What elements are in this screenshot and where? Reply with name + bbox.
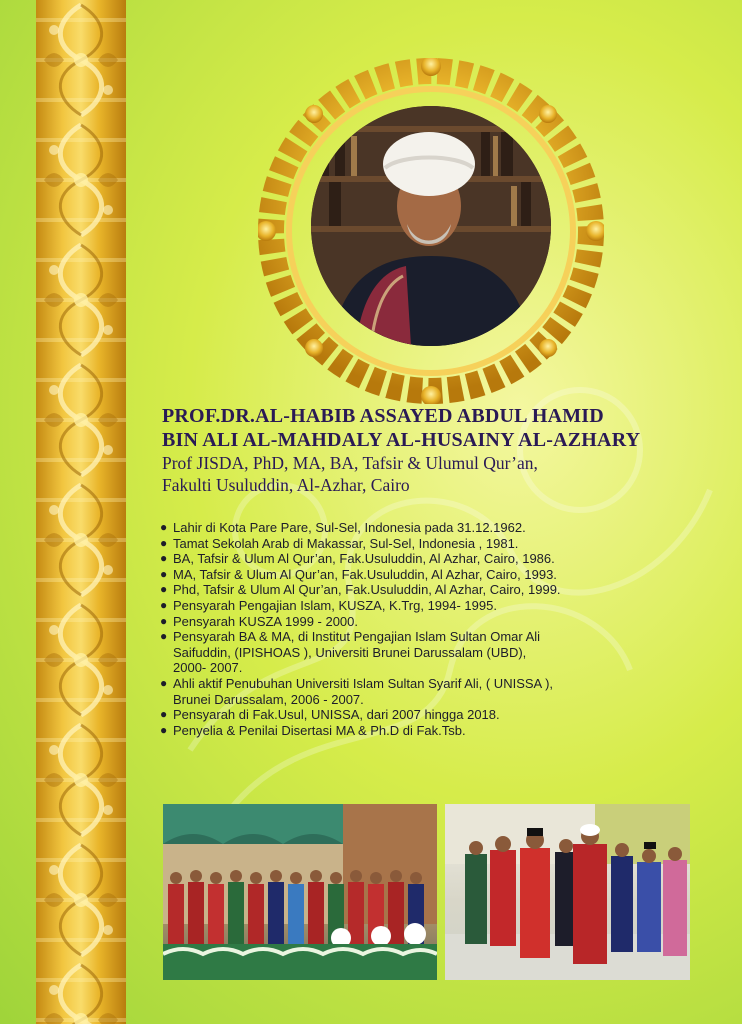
bullet-icon: ● xyxy=(160,551,168,566)
bullet-icon: ● xyxy=(160,597,168,612)
biography-item xyxy=(160,676,700,707)
portrait-photo xyxy=(311,106,551,346)
ornament-pattern-icon xyxy=(36,0,126,1024)
biography-text: Pensyarah KUSZA 1999 - 2000. xyxy=(173,613,359,629)
biography-text: MA, Tafsir & Ulum Al Qur’an, Fak.Usuluddin, Al Azhar, Cairo, 1993. xyxy=(173,566,557,582)
bullet-icon: ● xyxy=(160,520,168,534)
name-line-1: PROF.DR.AL-HABIB ASSAYED ABDUL HAMID xyxy=(162,405,604,427)
bullet-icon: ● xyxy=(160,675,168,690)
biography-item xyxy=(160,520,700,536)
procession-photo-image xyxy=(445,804,690,980)
biography-text: Penyelia & Penilai Disertasi MA & Ph.D di Fak.Tsb. xyxy=(173,722,466,738)
biography-item xyxy=(160,582,700,598)
biography-item xyxy=(160,551,700,567)
biography-item xyxy=(160,707,700,723)
biography-text: Tamat Sekolah Arab di Makassar, Sul-Sel, Indonesia , 1981. xyxy=(173,535,519,551)
biography-item xyxy=(160,614,700,630)
bullet-icon: ● xyxy=(160,613,168,628)
biography-text: Saifuddin, (IPISHOAS ), Universiti Brunei Darussalam (UBD), xyxy=(173,644,527,660)
portrait-image xyxy=(311,106,551,346)
biography-text: Phd, Tafsir & Ulum Al Qur’an, Fak.Usuluddin, Al Azhar, Cairo, 1999. xyxy=(173,582,561,598)
name-line-2: BIN ALI AL-MAHDALY AL-HUSAINY AL-AZHARY xyxy=(162,429,641,451)
title-line-2: Fakulti Usuluddin, Al-Azhar, Cairo xyxy=(162,475,410,495)
biography-text: 2000- 2007. xyxy=(173,660,243,676)
biography-list xyxy=(160,520,700,738)
biography-text: Pensyarah di Fak.Usul, UNISSA, dari 2007 hingga 2018. xyxy=(173,707,500,723)
bullet-icon: ● xyxy=(160,722,168,737)
biography-item xyxy=(160,723,700,739)
bullet-icon: ● xyxy=(160,535,168,550)
biography-text: Pensyarah BA & MA, di Institut Pengajian Islam Sultan Omar Ali xyxy=(173,629,541,645)
biography-item xyxy=(160,598,700,614)
biography-item xyxy=(160,567,700,583)
bullet-icon: ● xyxy=(160,566,168,581)
biography-text: BA, Tafsir & Ulum Al Qur’an, Fak.Usuluddin, Al Azhar, Cairo, 1986. xyxy=(173,551,555,567)
bullet-icon: ● xyxy=(160,582,168,597)
biography-text: Brunei Darussalam, 2006 - 2007. xyxy=(173,691,364,707)
graduation-procession-photo xyxy=(445,804,690,980)
biography-text: Pensyarah Pengajian Islam, KUSZA, K.Trg, 1994- 1995. xyxy=(173,597,497,613)
profile-heading xyxy=(162,404,722,496)
bullet-icon: ● xyxy=(160,629,168,644)
biography-text: Lahir di Kota Pare Pare, Sul-Sel, Indonesia pada 31.12.1962. xyxy=(173,520,526,535)
bullet-icon: ● xyxy=(160,707,168,722)
graduation-stage-photo xyxy=(163,804,437,980)
biography-item xyxy=(160,629,700,676)
biography-item xyxy=(160,536,700,552)
ornamental-band xyxy=(36,0,126,1024)
title-line-1: Prof JISDA, PhD, MA, BA, Tafsir & Ulumul Qur’an, xyxy=(162,453,538,473)
stage-photo-image xyxy=(163,804,437,980)
biography-text: Ahli aktif Penubuhan Universiti Islam Sultan Syarif Ali, ( UNISSA ), xyxy=(173,675,554,691)
